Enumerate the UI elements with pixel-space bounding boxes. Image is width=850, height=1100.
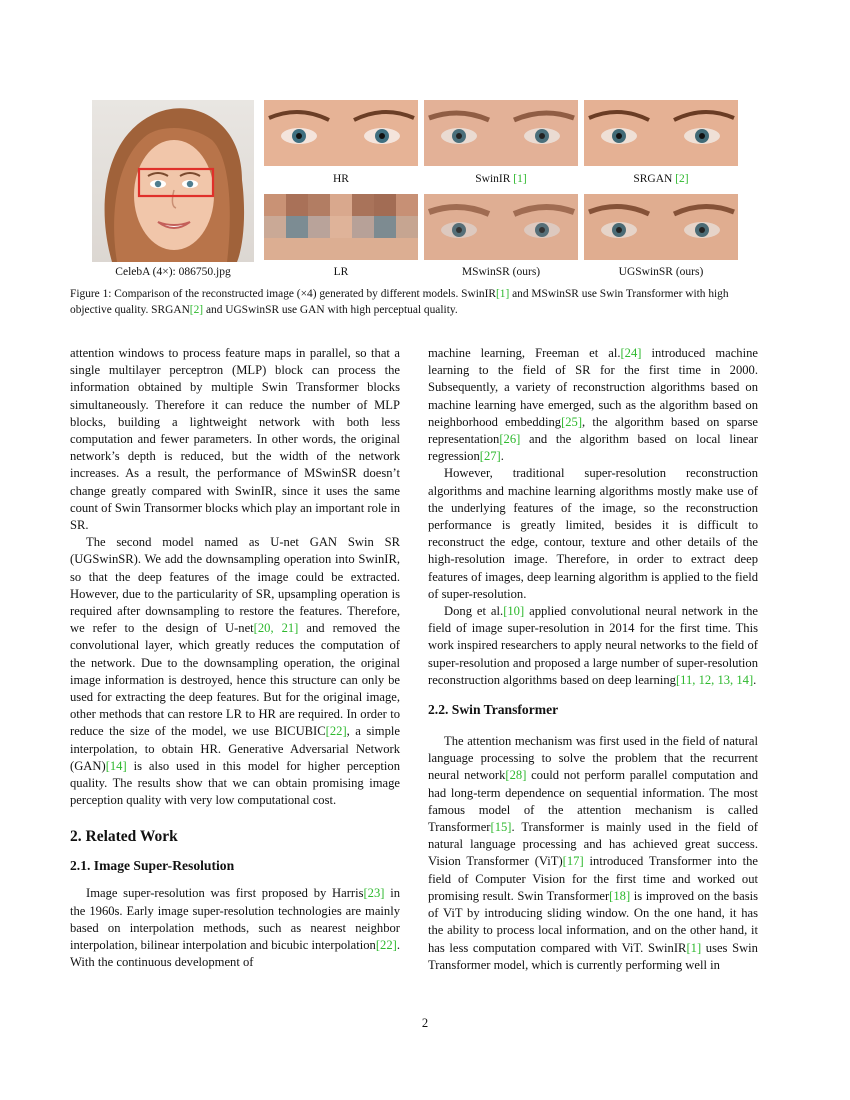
paragraph: Dong et al.[10] applied convolutional neural network in the field of image super-resolution in 2014 for the first time. This work inspired researchers to apply neural networks to the field of super-resolution and proposed a large number of super-resolution reconstruction algorithms based on deep learning[11, 12, 13, 14].	[428, 604, 758, 687]
panel-label-lr: LR	[333, 266, 349, 278]
figure-caption: Figure 1: Comparison of the reconstructed image (×4) generated by different models. SwinIR[1] and MSwinSR use Swin Transformer with high objective quality. SRGAN[2] and UGSwinSR use GAN with high perceptual quality.	[70, 288, 729, 316]
crop-hr	[264, 100, 418, 166]
panel-label-swinir: SwinIR [1]	[475, 173, 527, 185]
panel-label-ugswinsr: UGSwinSR (ours)	[618, 266, 704, 278]
citation-link[interactable]: [17]	[562, 854, 584, 869]
crop-swinir	[424, 100, 578, 166]
panel-label-srgan: SRGAN [2]	[633, 173, 689, 185]
paragraph: The second model named as U-net GAN Swin SR (UGSwinSR). We add the downsampling operation into SwinIR, so that the deep features of the image could be extracted. However, due to the particularity of SR, upsampling operation is required after downsampling to restore the features. Therefore, we refer to the design of U-net[20, 21] and removed the convolutional layer, which greatly reduces the computation of the network. Due to the downsampling operation, the original image information is destroyed, hence this structure can only be used for extracting the deep features. But for the original image, other methods that can restore LR to HR are required. In order to reduce the size of the model, we use BICUBIC[22], a simple interpolation, to obtain HR. Generative Adversarial Network (GAN)[14] is also used in this model for higher perception quality. The results show that we can obtain promising image perception quality with very low computational cost.	[70, 535, 401, 808]
citation-link[interactable]: [11, 12, 13, 14]	[675, 672, 754, 687]
section-heading: 2. Related Work	[70, 828, 178, 846]
face-image	[92, 100, 254, 262]
paragraph: Image super-resolution was first proposed by Harris[23] in the 1960s. Early image super-resolution technologies are mainly based on interpolation methods, such as nearest neighbor interpolation, bilinear interpolation and bicubic interpolation[22]. With the continuous development of	[70, 886, 400, 970]
figure-source-image	[92, 100, 254, 262]
crop-ugswinsr	[584, 194, 738, 260]
source-image-caption: CelebA (4×): 086750.jpg	[115, 266, 231, 278]
citation-link[interactable]: [14]	[105, 758, 127, 773]
citation-link[interactable]: [15]	[490, 820, 512, 835]
left-column	[70, 345, 400, 972]
citation-link[interactable]: [26]	[499, 432, 521, 447]
right-column	[428, 345, 758, 974]
crop-srgan	[584, 100, 738, 166]
crop-mswinsr	[424, 194, 578, 260]
paragraph: The attention mechanism was first used in the field of natural language processing to solve the problem that the recurrent neural network[28] could not perform parallel computation and had long-term dependence on sequential information. The most famous model of the attention mechanism is called Transformer[15]. Transformer is mainly used in the field of natural language processing and has achieved great success. Vision Transformer (ViT)[17] introduced Transformer into the field of Computer Vision for the first time and worked out promising result. Swin Transformer[18] is improved on the basis of ViT by introducing sliding window. On the one hand, it has the ability to process local information, and on the other hand, it has less computation compared with ViT. SwinIR[1] uses Swin Transformer model, which is currently performing well in	[428, 734, 759, 972]
citation-link[interactable]: [2]	[189, 303, 204, 316]
citation-link[interactable]: [25]	[561, 414, 583, 429]
paragraph: attention windows to process feature maps in parallel, so that a single multilayer perceptron (MLP) block can process the information obtained by multiple Swin Transformer blocks simultaneously. Therefore it can reduce the number of MLP blocks, building a lightweight network with both less computation and fewer parameters. In other words, the original network’s depth is reduced, but the width of the network increases. As a result, the performance of MSwinSR doesn’t change greatly compared with SwinIR, since it uses the same count of Swin Transormer blocks which play an important role in SR.	[70, 346, 400, 533]
citation-link[interactable]: [1]	[495, 288, 510, 300]
paragraph: However, traditional super-resolution reconstruction algorithms and machine learning algorithms mostly make use of the underlying features of the image, so the reconstruction performance is greatly limited, besides it is difficult to reconstruct the edge, contour, texture and other details of the high-resolution image. Therefore, in order to extract deep features of images, deep learning algorithm is applied to the field of super-resolution.	[428, 466, 758, 601]
citation-link[interactable]: [1]	[686, 940, 702, 955]
citation-link[interactable]: [10]	[503, 604, 525, 619]
subsection-heading: 2.1. Image Super-Resolution	[70, 858, 235, 874]
paragraph: machine learning, Freeman et al.[24] introduced machine learning to the field of SR for the first time in 2000. Subsequently, a variety of reconstruction algorithms based on machine learning have emerged, such as the algorithm based on neighborhood embedding[25], the algorithm based on sparse representation[26] and the algorithm based on local linear regression[27].	[428, 346, 759, 464]
citation-link[interactable]: [23]	[363, 886, 385, 901]
panel-label-hr: HR	[333, 173, 349, 185]
citation-link[interactable]: [18]	[609, 888, 631, 903]
citation-link[interactable]: [22]	[375, 938, 397, 953]
citation-link[interactable]: [24]	[620, 346, 642, 360]
citation-link[interactable]: [22]	[325, 724, 347, 739]
page-number: 2	[421, 1016, 429, 1030]
citation-link[interactable]: [28]	[505, 768, 527, 783]
citation-link[interactable]: [27]	[479, 449, 501, 464]
citation-link[interactable]: [20, 21]	[253, 621, 299, 636]
subsection-heading: 2.2. Swin Transformer	[428, 702, 559, 718]
crop-lr	[264, 194, 418, 260]
panel-label-mswinsr: MSwinSR (ours)	[461, 266, 541, 278]
